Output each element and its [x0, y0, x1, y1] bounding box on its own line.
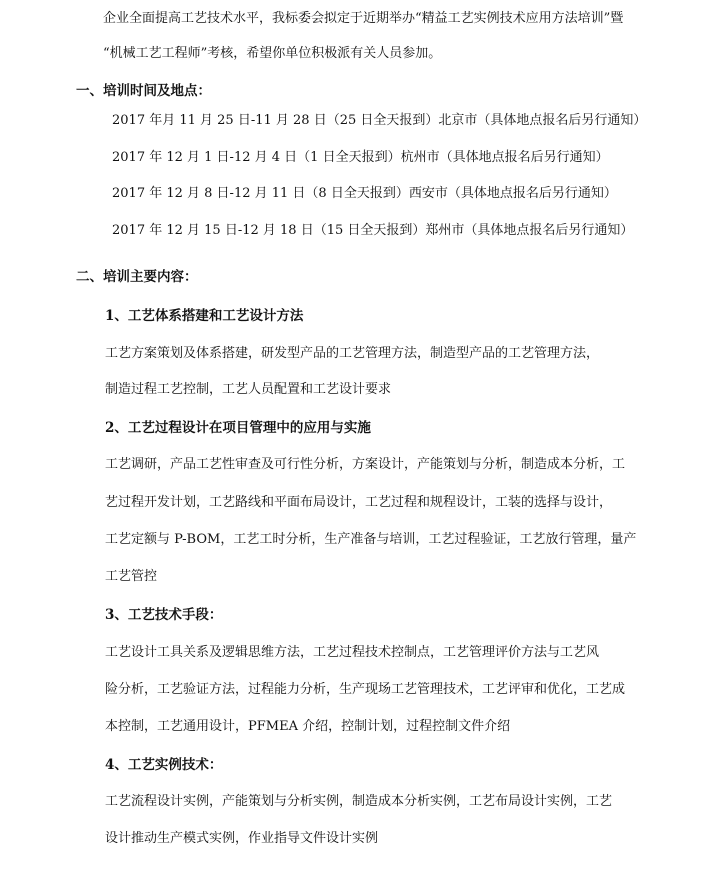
section-2-heading: 二、培训主要内容： — [76, 269, 198, 285]
schedule-item-1: 2017 年月 11 月 25 日-11 月 28 日（25 日全天报到）北京市（具体地点报名后另行通知） — [112, 113, 647, 128]
topic-3-title: 3、工艺技术手段： — [105, 607, 223, 623]
topic-4-line-2: 设计推动生产模式实例，作业指导文件设计实例 — [105, 831, 379, 846]
section-1-heading: 一、培训时间及地点： — [76, 83, 211, 99]
topic-3-line-3: 本控制，工艺通用设计，PFMEA 介绍，控制计划，过程控制文件介绍 — [105, 719, 511, 734]
intro-line-2: “机械工艺工程师”考核，希望你单位积极派有关人员参加。 — [103, 46, 442, 61]
topic-3-line-2: 险分析，工艺验证方法，过程能力分析，生产现场工艺管理技术，工艺评审和优化，工艺成 — [105, 682, 626, 697]
topic-1-title: 1、工艺体系搭建和工艺设计方法 — [105, 308, 304, 324]
topic-2-line-1: 工艺调研，产品工艺性审查及可行性分析，方案设计，产能策划与分析，制造成本分析，工 — [105, 457, 626, 472]
topic-2-line-2: 艺过程开发计划，工艺路线和平面布局设计，工艺过程和规程设计，工装的选择与设计， — [105, 495, 613, 510]
topic-2-title: 2、工艺过程设计在项目管理中的应用与实施 — [105, 420, 371, 436]
topic-4-title: 4、工艺实例技术： — [105, 757, 223, 773]
topic-3-line-1: 工艺设计工具关系及逻辑思维方法，工艺过程技术控制点，工艺管理评价方法与工艺风 — [105, 645, 600, 660]
topic-4-line-1: 工艺流程设计实例，产能策划与分析实例，制造成本分析实例，工艺布局设计实例，工艺 — [105, 794, 613, 809]
intro-line-1: 企业全面提高工艺技术水平，我标委会拟定于近期举办“精益工艺实例技术应用方法培训”暨 — [103, 11, 624, 26]
topic-2-line-3: 工艺定额与 P-BOM，工艺工时分析，生产准备与培训，工艺过程验证，工艺放行管理，量产 — [105, 532, 637, 547]
schedule-item-4: 2017 年 12 月 15 日-12 月 18 日（15 日全天报到）郑州市（具体地点报名后另行通知） — [112, 223, 634, 238]
topic-1-line-2: 制造过程工艺控制，工艺人员配置和工艺设计要求 — [105, 382, 392, 397]
schedule-item-2: 2017 年 12 月 1 日-12 月 4 日（1 日全天报到）杭州市（具体地点报名后另行通知） — [112, 150, 609, 165]
topic-2-line-4: 工艺管控 — [105, 569, 158, 584]
schedule-item-3: 2017 年 12 月 8 日-12 月 11 日（8 日全天报到）西安市（具体地点报名后另行通知） — [112, 186, 617, 201]
topic-1-line-1: 工艺方案策划及体系搭建，研发型产品的工艺管理方法，制造型产品的工艺管理方法， — [105, 346, 600, 361]
